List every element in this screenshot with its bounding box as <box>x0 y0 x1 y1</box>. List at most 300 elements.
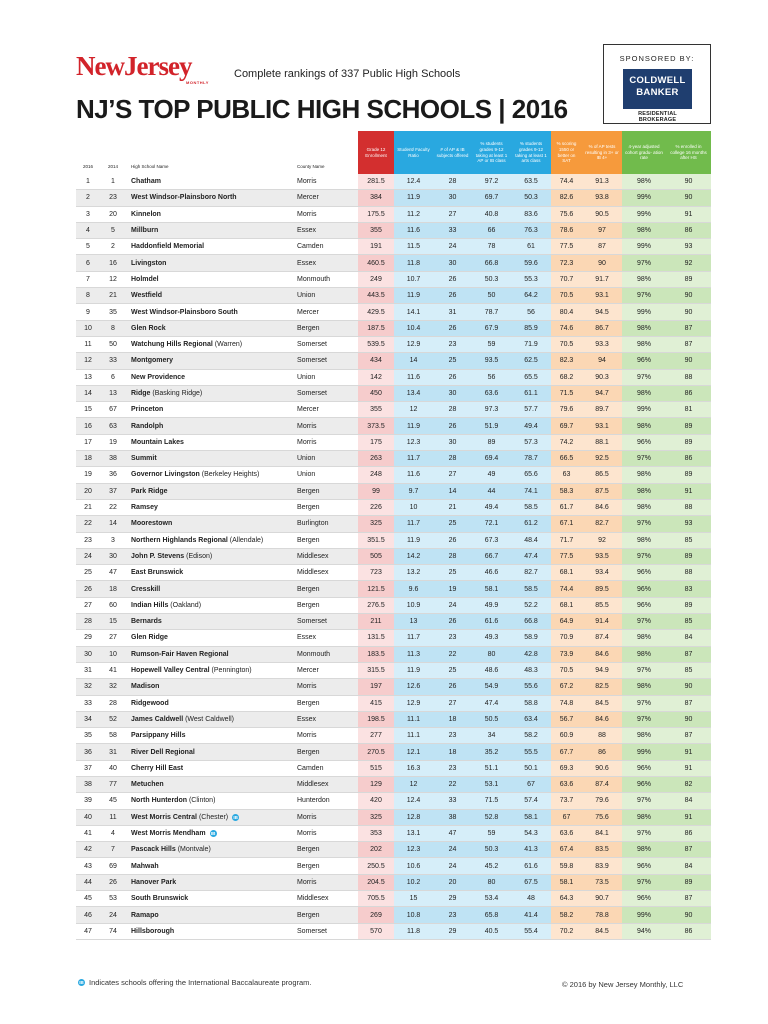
cell-college: 91 <box>666 761 711 776</box>
school-name: Ramsey <box>131 504 158 512</box>
cell-rank2016: 42 <box>76 842 100 857</box>
cell-grad: 97% <box>622 793 666 808</box>
cell-ap_tests: 84.6 <box>582 712 622 727</box>
cell-pct_arts: 61.2 <box>511 516 551 531</box>
cell-ratio: 14.2 <box>394 549 433 564</box>
cell-grade12: 420 <box>358 793 394 808</box>
cell-ap_tests: 85.5 <box>582 598 622 613</box>
cell-county: Morris <box>297 732 317 740</box>
cell-ap_tests: 94.7 <box>582 386 622 401</box>
cell-sat: 67.7 <box>551 744 582 759</box>
cell-ratio: 12.3 <box>394 842 433 857</box>
school-name-cell <box>126 370 292 385</box>
cell-ap: 24 <box>433 842 472 857</box>
school-name: Chatham <box>131 178 161 186</box>
cell-rank2016: 20 <box>76 484 100 499</box>
cell-ratio: 11.8 <box>394 924 433 939</box>
school-name: Glen Ridge <box>131 634 168 642</box>
cell-grade12: 570 <box>358 924 394 939</box>
school-name-cell <box>126 484 292 499</box>
cell-pct_ap: 51.1 <box>472 761 511 776</box>
table-row <box>76 304 711 320</box>
cell-rank2014: 21 <box>100 288 126 303</box>
table-row <box>76 533 711 549</box>
cell-rank2016: 18 <box>76 451 100 466</box>
column-header-college: % enrolled in college 16 months after HS <box>666 131 711 174</box>
cell-ap_tests: 94.5 <box>582 304 622 319</box>
school-name: Mahwah <box>131 862 159 870</box>
cell-grad: 98% <box>622 467 666 482</box>
cell-grad: 96% <box>622 891 666 906</box>
school-name: Holmdel <box>131 275 159 283</box>
school-name: Pascack Hills <box>131 846 176 854</box>
cell-grad: 99% <box>622 744 666 759</box>
cell-grade12: 353 <box>358 826 394 841</box>
cell-ap: 26 <box>433 272 472 287</box>
cell-ap_tests: 84.5 <box>582 696 622 711</box>
cell-ap_tests: 79.6 <box>582 793 622 808</box>
cell-ap_tests: 87.4 <box>582 777 622 792</box>
table-row <box>76 744 711 760</box>
cell-pct_ap: 54.9 <box>472 679 511 694</box>
cell-rank2014: 4 <box>111 830 115 838</box>
table-row <box>76 647 711 663</box>
cell-ratio: 14 <box>394 353 433 368</box>
cell-ratio: 10.2 <box>394 875 433 890</box>
table-row <box>76 581 711 597</box>
ib-icon: IB <box>79 980 84 985</box>
cell-grade12: 250.5 <box>358 858 394 873</box>
cell-sat: 63.6 <box>551 777 582 792</box>
rankings-table-body <box>76 174 711 940</box>
school-name-cell <box>126 451 292 466</box>
school-name-cell <box>126 793 292 808</box>
cell-ap_tests: 90.6 <box>582 761 622 776</box>
school-name: James Caldwell <box>131 715 184 723</box>
cell-rank2014: 67 <box>109 406 117 414</box>
cell-college: 89 <box>666 467 711 482</box>
cell-rank2014: 18 <box>100 581 126 596</box>
cell-grad: 97% <box>622 451 666 466</box>
cell-sat: 74.8 <box>551 696 582 711</box>
school-name-cell <box>126 630 292 645</box>
cell-ap_tests: 93.8 <box>582 190 622 205</box>
cell-grade12: 249 <box>358 272 394 287</box>
cell-ap: 25 <box>433 565 472 580</box>
cell-grade12: 325 <box>358 516 394 531</box>
cell-ratio: 10.6 <box>394 858 433 873</box>
cell-grad: 99% <box>622 239 666 254</box>
cell-ap: 33 <box>433 793 472 808</box>
cell-pct_arts: 82.7 <box>511 565 551 580</box>
cell-grade12: 99 <box>358 484 394 499</box>
cell-ratio: 11.8 <box>394 255 433 270</box>
column-header-grad: 4-year adjusted cohort gradu- ation rate <box>622 131 666 174</box>
cell-pct_arts: 49.4 <box>511 418 551 433</box>
cell-college: 91 <box>666 744 711 759</box>
cell-grad: 96% <box>622 858 666 873</box>
school-name: Livingston <box>131 259 167 267</box>
cell-ap: 18 <box>433 744 472 759</box>
cell-ap_tests: 82.7 <box>582 516 622 531</box>
cell-grade12: 429.5 <box>358 304 394 319</box>
cell-sat: 67 <box>551 810 582 825</box>
table-row <box>76 663 711 679</box>
school-name: Ridgewood <box>131 699 169 707</box>
cell-pct_arts: 57.3 <box>511 435 551 450</box>
cell-grad: 98% <box>622 484 666 499</box>
cell-ap_tests: 86 <box>582 744 622 759</box>
cell-county: Bergen <box>292 842 358 857</box>
cell-pct_ap: 51.9 <box>472 418 511 433</box>
cell-grad: 97% <box>622 826 666 841</box>
cell-pct_ap: 66 <box>472 223 511 238</box>
school-name: Cresskill <box>131 585 161 593</box>
cell-county: Bergen <box>297 699 320 707</box>
cell-county: Bergen <box>297 504 320 512</box>
cell-sat: 74.4 <box>551 581 582 596</box>
cell-sat: 70.5 <box>551 288 582 303</box>
cell-pct_arts: 56 <box>511 304 551 319</box>
cell-grad: 97% <box>622 549 666 564</box>
school-name: Mountain Lakes <box>131 438 184 446</box>
cell-rank2014: 27 <box>109 634 117 642</box>
cell-pct_ap: 40.5 <box>472 924 511 939</box>
cell-ratio: 12.4 <box>394 174 433 189</box>
cell-pct_ap: 50.5 <box>472 712 511 727</box>
cell-grad: 94% <box>622 924 666 939</box>
column-header-ratio: Student/ Faculty Ratio <box>394 131 433 174</box>
cell-ap_tests: 94.9 <box>582 663 622 678</box>
cell-county: Middlesex <box>297 569 329 577</box>
new-jersey-monthly-logo <box>76 51 209 85</box>
table-row <box>76 190 711 206</box>
cell-ratio: 10.4 <box>394 321 433 336</box>
cell-ratio: 12.4 <box>394 793 433 808</box>
cell-grad: 97% <box>622 696 666 711</box>
cell-college: 89 <box>666 435 711 450</box>
cell-ratio: 9.7 <box>394 484 433 499</box>
cell-ratio: 11.6 <box>394 467 433 482</box>
school-name-cell <box>126 810 292 825</box>
cell-rank2014: 20 <box>109 210 117 218</box>
cell-college: 86 <box>666 223 711 238</box>
school-town: (West Caldwell) <box>185 715 234 723</box>
sponsor-tagline: RESIDENTIAL BROKERAGE <box>638 111 677 123</box>
cell-ratio: 11.7 <box>394 451 433 466</box>
cell-rank2016: 38 <box>76 777 100 792</box>
cell-county: Union <box>292 288 358 303</box>
cell-ap_tests: 93.5 <box>582 549 622 564</box>
cell-pct_ap: 72.1 <box>472 516 511 531</box>
cell-rank2016: 2 <box>76 190 100 205</box>
cell-college: 86 <box>666 451 711 466</box>
school-name-cell <box>126 744 292 759</box>
school-name-cell <box>126 174 292 189</box>
table-row <box>76 174 711 190</box>
cell-rank2014: 47 <box>109 569 117 577</box>
cell-pct_ap: 50.3 <box>472 272 511 287</box>
cell-college: 89 <box>666 272 711 287</box>
school-name: Hopewell Valley Central <box>131 667 210 675</box>
cell-sat: 78.6 <box>551 223 582 238</box>
school-name: Moorestown <box>131 520 173 528</box>
cell-rank2016: 43 <box>84 862 92 870</box>
cell-sat: 73.9 <box>551 647 582 662</box>
logo-wordmark: NewJersey <box>76 51 192 81</box>
cell-ratio: 12 <box>394 777 433 792</box>
cell-grad: 97% <box>622 516 666 531</box>
cell-ap_tests: 92 <box>582 533 622 548</box>
school-name-cell <box>126 207 292 222</box>
school-name: Parsippany Hills <box>131 732 186 740</box>
cell-pct_arts: 58.2 <box>511 728 551 743</box>
cell-college: 86 <box>666 826 711 841</box>
cell-pct_arts: 58.8 <box>511 696 551 711</box>
cell-ratio: 10.9 <box>394 598 433 613</box>
page-subtitle: Complete rankings of 337 Public High Schools <box>234 68 461 80</box>
cell-rank2014: 74 <box>109 927 117 935</box>
cell-rank2016: 7 <box>86 275 90 283</box>
cell-rank2014: 38 <box>100 451 126 466</box>
school-town: (Basking Ridge) <box>152 390 203 397</box>
cell-grade12: 263 <box>358 451 394 466</box>
cell-rank2016: 21 <box>84 504 92 512</box>
cell-county: Essex <box>292 712 358 727</box>
cell-rank2016: 26 <box>76 581 100 596</box>
cell-ap: 28 <box>433 402 472 417</box>
cell-ap: 25 <box>433 353 472 368</box>
cell-ap_tests: 83.5 <box>582 842 622 857</box>
cell-pct_ap: 49.4 <box>472 500 511 515</box>
cell-grade12: 384 <box>358 190 394 205</box>
cell-college: 83 <box>666 581 711 596</box>
school-name: Governor Livingston <box>131 471 200 479</box>
cell-rank2014: 63 <box>100 418 126 433</box>
cell-county: Somerset <box>297 927 327 935</box>
cell-rank2016: 12 <box>76 353 100 368</box>
cell-college: 89 <box>666 549 711 564</box>
table-row <box>76 712 711 728</box>
footnote <box>78 978 312 987</box>
cell-pct_ap: 78 <box>472 239 511 254</box>
cell-grad: 96% <box>622 598 666 613</box>
cell-grade12: 187.5 <box>358 321 394 336</box>
cell-sat: 70.9 <box>551 630 582 645</box>
cell-ap: 29 <box>433 924 472 939</box>
school-name-cell <box>126 907 292 922</box>
table-row <box>76 435 711 451</box>
cell-grade12: 121.5 <box>358 581 394 596</box>
cell-college: 88 <box>666 500 711 515</box>
table-row <box>76 810 711 826</box>
cell-county: Morris <box>297 178 317 186</box>
table-row <box>76 484 711 500</box>
cell-college: 90 <box>666 907 711 922</box>
school-name-cell <box>126 842 292 857</box>
table-row <box>76 272 711 288</box>
cell-college: 93 <box>666 239 711 254</box>
cell-county: Middlesex <box>292 777 358 792</box>
cell-county: Mercer <box>292 190 358 205</box>
cell-rank2014: 7 <box>100 842 126 857</box>
cell-ratio: 11.9 <box>394 288 433 303</box>
column-header-ap: # of AP & IB subjects offered <box>433 131 472 174</box>
cell-rank2014: 32 <box>100 679 126 694</box>
cell-ratio: 13 <box>394 614 433 629</box>
cell-pct_ap: 35.2 <box>472 744 511 759</box>
table-row <box>76 370 711 386</box>
cell-college: 87 <box>666 337 711 352</box>
cell-rank2016: 11 <box>84 341 92 349</box>
cell-ap: 19 <box>433 581 472 596</box>
cell-county: Bergen <box>292 321 358 336</box>
school-name-cell <box>126 516 292 531</box>
table-row <box>76 467 711 483</box>
cell-grade12: 434 <box>358 353 394 368</box>
cell-pct_arts: 74.1 <box>511 484 551 499</box>
cell-ratio: 11.9 <box>394 663 433 678</box>
table-row <box>76 598 711 614</box>
table-row <box>76 337 711 353</box>
school-name-cell <box>126 500 292 515</box>
cell-grade12: 325 <box>358 810 394 825</box>
cell-ap: 14 <box>433 484 472 499</box>
school-name: Metuchen <box>131 781 164 789</box>
cell-grade12: 460.5 <box>358 255 394 270</box>
school-name-cell <box>126 565 292 580</box>
school-name: Westfield <box>131 292 162 300</box>
cell-grade12: 248 <box>358 467 394 482</box>
column-header-sat: % scoring 1550 or better on SAT <box>551 131 582 174</box>
school-name: West Windsor-Plainsboro South <box>131 308 238 316</box>
cell-pct_ap: 45.2 <box>472 858 511 873</box>
cell-college: 90 <box>666 174 711 189</box>
cell-grad: 98% <box>622 418 666 433</box>
cell-pct_ap: 50 <box>472 288 511 303</box>
cell-pct_ap: 48.6 <box>472 663 511 678</box>
cell-ap: 26 <box>433 321 472 336</box>
cell-pct_ap: 58.1 <box>472 581 511 596</box>
logo-subtext: MONTHLY <box>186 80 209 85</box>
cell-rank2014: 33 <box>100 353 126 368</box>
school-town: (Montvale) <box>177 846 211 854</box>
cell-college: 90 <box>666 304 711 319</box>
cell-grade12: 277 <box>358 728 394 743</box>
cell-sat: 71.7 <box>551 533 582 548</box>
table-row <box>76 858 711 874</box>
cell-rank2016: 6 <box>76 255 100 270</box>
cell-ap: 27 <box>433 696 472 711</box>
cell-grad: 99% <box>622 207 666 222</box>
cell-pct_ap: 93.5 <box>472 353 511 368</box>
cell-grade12: 705.5 <box>358 891 394 906</box>
cell-pct_arts: 48.4 <box>511 533 551 548</box>
cell-grad: 98% <box>622 842 666 857</box>
cell-ratio: 11.7 <box>394 516 433 531</box>
school-town: (Warren) <box>214 341 243 349</box>
cell-rank2016: 24 <box>76 549 100 564</box>
school-name-cell <box>126 614 292 629</box>
cell-ap_tests: 89.5 <box>582 581 622 596</box>
cell-sat: 61.7 <box>551 500 582 515</box>
cell-sat: 64.9 <box>551 614 582 629</box>
cell-college: 89 <box>666 418 711 433</box>
cell-sat: 79.6 <box>551 402 582 417</box>
cell-county: Camden <box>297 243 324 251</box>
cell-pct_arts: 58.5 <box>511 581 551 596</box>
cell-grade12: 129 <box>358 777 394 792</box>
cell-ratio: 12.8 <box>394 810 433 825</box>
cell-rank2016: 35 <box>84 732 92 740</box>
school-town: (Clinton) <box>188 797 216 805</box>
cell-grade12: 355 <box>358 223 394 238</box>
cell-sat: 69.3 <box>551 761 582 776</box>
cell-ratio: 11.1 <box>394 712 433 727</box>
cell-pct_ap: 49 <box>472 467 511 482</box>
cell-rank2014: 50 <box>109 341 117 349</box>
cell-pct_arts: 55.4 <box>511 924 551 939</box>
cell-rank2014: 10 <box>100 647 126 662</box>
cell-pct_ap: 53.1 <box>472 777 511 792</box>
cell-rank2014: 12 <box>109 275 117 283</box>
cell-ratio: 12.9 <box>394 337 433 352</box>
school-name-cell <box>126 418 292 433</box>
cell-grade12: 175.5 <box>358 207 394 222</box>
cell-pct_arts: 48.3 <box>511 663 551 678</box>
cell-college: 89 <box>666 875 711 890</box>
cell-college: 90 <box>666 679 711 694</box>
cell-ap_tests: 91.7 <box>582 272 622 287</box>
cell-grade12: 515 <box>358 761 394 776</box>
cell-ap_tests: 89.7 <box>582 402 622 417</box>
cell-ap: 38 <box>433 810 472 825</box>
cell-rank2016: 16 <box>76 418 100 433</box>
cell-college: 92 <box>666 255 711 270</box>
column-header-pct_arts: % students grades 9-12 taking at least 1 arts class <box>511 131 551 174</box>
table-row <box>76 239 711 255</box>
cell-grade12: 315.5 <box>358 663 394 678</box>
column-header-school: High School Name <box>131 164 169 170</box>
cell-rank2016: 1 <box>86 178 90 186</box>
cell-ap: 30 <box>433 190 472 205</box>
table-row <box>76 500 711 516</box>
cell-grade12: 415 <box>358 696 394 711</box>
school-town: (Oakland) <box>170 601 202 609</box>
cell-ap: 23 <box>433 630 472 645</box>
cell-grad: 98% <box>622 810 666 825</box>
cell-pct_arts: 64.2 <box>511 288 551 303</box>
cell-ratio: 12.1 <box>394 744 433 759</box>
cell-sat: 66.5 <box>551 451 582 466</box>
cell-college: 81 <box>666 402 711 417</box>
cell-grad: 97% <box>622 370 666 385</box>
cell-college: 85 <box>666 614 711 629</box>
cell-grad: 99% <box>622 190 666 205</box>
cell-pct_ap: 69.7 <box>472 190 511 205</box>
cell-sat: 71.5 <box>551 386 582 401</box>
cell-college: 91 <box>666 484 711 499</box>
cell-county: Bergen <box>297 862 320 870</box>
table-row <box>76 696 711 712</box>
cell-ap_tests: 84.1 <box>582 826 622 841</box>
cell-ratio: 11.6 <box>394 223 433 238</box>
cell-pct_ap: 56 <box>472 370 511 385</box>
school-name-cell <box>126 549 292 564</box>
table-row <box>76 614 711 630</box>
cell-sat: 67.4 <box>551 842 582 857</box>
school-name-cell <box>126 598 292 613</box>
